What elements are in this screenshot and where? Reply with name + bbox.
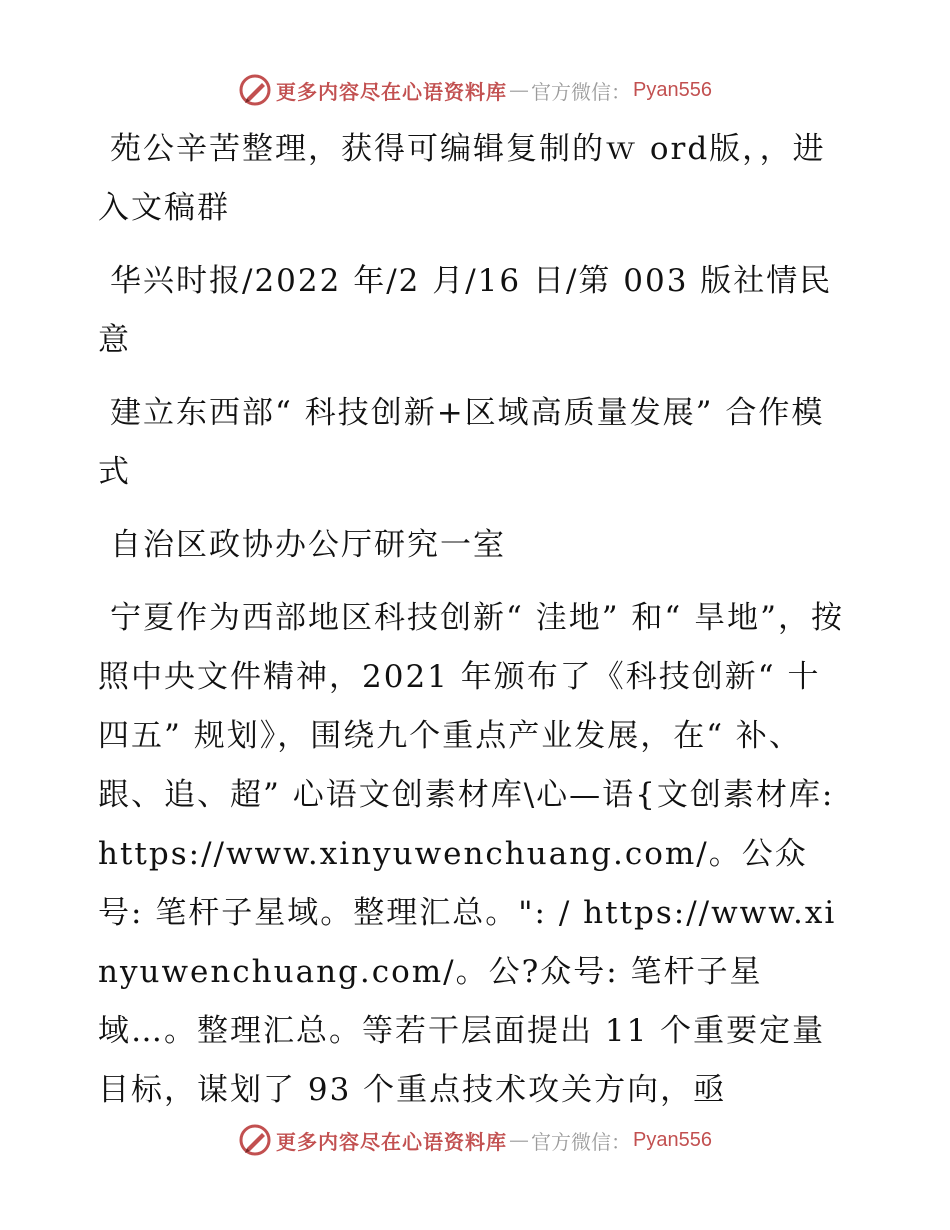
intro-note: 苑公辛苦整理，获得可编辑复制的ｗ ord版，，进入文稿群 bbox=[98, 131, 826, 226]
watermark-footer bbox=[0, 1120, 950, 1160]
watermark-text: 更多内容尽在心语资料库 bbox=[276, 79, 508, 104]
watermark-official-label: 官方微信： bbox=[531, 1129, 632, 1154]
body-paragraph: 宁夏作为西部地区科技创新“ 洼地” 和“ 旱地”，按照中央文件精神，2021 年颁布了《科技创新“ 十四五” 规划》，围绕九个重点产业发展，在“ 补、跟、追、超” 心语文创素材库\心—语{文创素材库: https://www.xinyuwenchuang.com/。公众号: 笔杆子星域。整理汇总。": / https://www.xinyuwenchuang.com/。公?众号: 笔杆子星域…。整理汇总。等若干层面提出 11 个重要定量目标，谋划了 93 个重点技术攻关方向，亟 bbox=[98, 600, 844, 1108]
watermark-text: 更多内容尽在心语资料库 bbox=[276, 1129, 508, 1154]
document-body bbox=[98, 120, 850, 1134]
source-line: 华兴时报/2022 年/2 月/16 日/第 003 版社情民意 bbox=[98, 263, 833, 358]
pen-logo-icon bbox=[238, 73, 272, 107]
watermark-wechat-id: Pyan556 bbox=[633, 1128, 712, 1151]
watermark-wechat-id: Pyan556 bbox=[633, 78, 712, 101]
pen-logo-icon bbox=[238, 1123, 272, 1157]
watermark-dash: — bbox=[509, 1128, 530, 1152]
article-title: 建立东西部“ 科技创新+区域高质量发展” 合作模式 bbox=[98, 395, 825, 490]
watermark-dash: — bbox=[509, 78, 530, 102]
article-author: 自治区政协办公厅研究一室 bbox=[110, 527, 506, 563]
watermark-official-label: 官方微信： bbox=[531, 79, 632, 104]
watermark-header bbox=[0, 70, 950, 110]
